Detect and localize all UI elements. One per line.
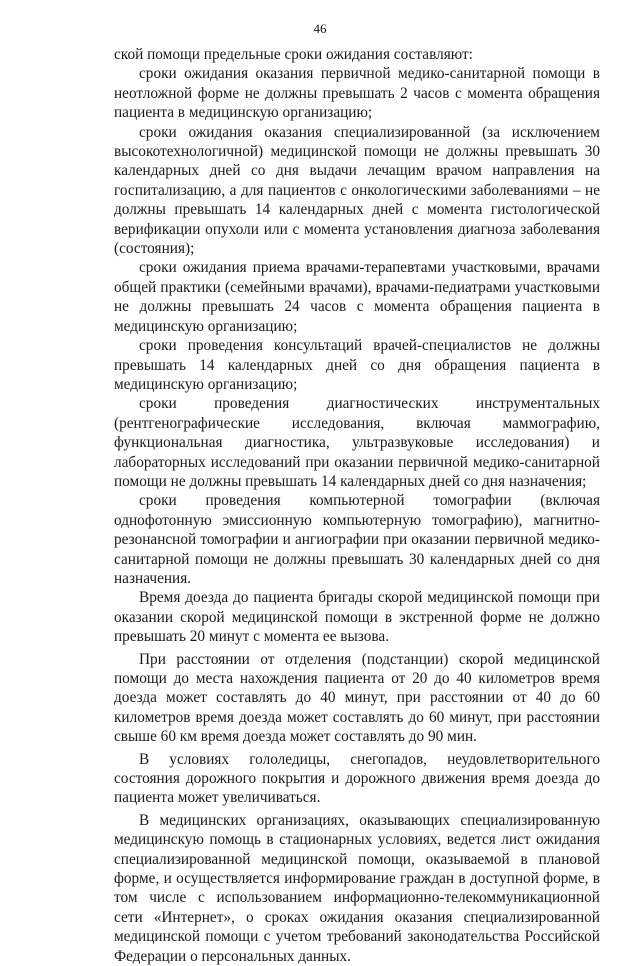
paragraph-waiting-list: В медицинских организациях, оказывающих специализированную медицинскую помощь в стационарных условиях, ведется лист ожидания специализированной медицинской помощи, оказываемой в плановой форме, и осуществляется информирование граждан в доступной форме, в том числе с использованием информационно-телекоммуникационной сети «Интернет», о сроках ожидания оказания специализированной медицинской помощи с учетом требований законодательства Российской Федерации о персональных данных. xyxy=(114,811,600,965)
paragraph-specialist-consultation-wait: сроки проведения консультаций врачей-специалистов не должны превышать 14 календарных дней со дня обращения пациента в медицинскую организацию; xyxy=(114,337,600,393)
paragraph-therapist-appointment-wait: сроки ожидания приема врачами-терапевтами участковыми, врачами общей практики (семейными врачами), врачами-педиатрами участковыми не должны превышать 24 часов с момента обращения пациента в медицинскую организацию; xyxy=(114,259,600,335)
paragraph-ambulance-distance-times: При расстоянии от отделения (подстанции) скорой медицинской помощи до места нахождения пациента от 20 до 40 километров время доезда может составлять до 40 минут, при расстоянии от 40 до 60 километров время доезда может составлять до 60 минут, при расстоянии свыше 60 км время доезда может составлять до 90 мин. xyxy=(114,650,600,746)
document-body xyxy=(114,45,600,966)
paragraph-weather-conditions: В условиях гололедицы, снегопадов, неудовлетворительного состояния дорожного покрытия и дорожного движения время доезда до пациента может увеличиваться. xyxy=(114,750,600,807)
paragraph-ct-mri-wait: сроки проведения компьютерной томографии (включая однофотонную эмиссионную компьютерную томографию), магнитно-резонансной томографии и ангиографии при оказании первичной медико-санитарной помощи не должны превышать 30 календарных дней со дня назначения. xyxy=(114,492,600,587)
paragraph-diagnostic-tests-wait: сроки проведения диагностических инструментальных (рентгенографические исследования, включая маммографию, функциональная диагностика, ультразвуковые исследования) и лабораторных исследований при оказании первичной медико-санитарной помощи не должны превышать 14 календарных дней со дня назначения; xyxy=(114,395,600,490)
page-number: 46 xyxy=(313,21,327,36)
paragraph-ambulance-arrival-time: Время доезда до пациента бригады скорой медицинской помощи при оказании скорой медицинской помощи в экстренной форме не должно превышать 20 минут с момента ее вызова. xyxy=(114,589,600,646)
paragraph-specialized-care-wait: сроки ожидания оказания специализированной (за исключением высокотехнологичной) медицинской помощи не должны превышать 30 календарных дней со дня выдачи лечащим врачом направления на госпитализацию, а для пациентов с онкологическими заболеваниями – не должны превышать 14 календарных дней с момента гистологической верификации опухоли или с момента установления диагноза заболевания (состояния); xyxy=(114,123,600,258)
paragraph-urgent-primary-care-wait: сроки ожидания оказания первичной медико-санитарной помощи в неотложной форме не должны превышать 2 часов с момента обращения пациента в медицинскую организацию; xyxy=(114,65,600,122)
paragraph-continuation: ской помощи предельные сроки ожидания составляют: xyxy=(114,46,473,63)
